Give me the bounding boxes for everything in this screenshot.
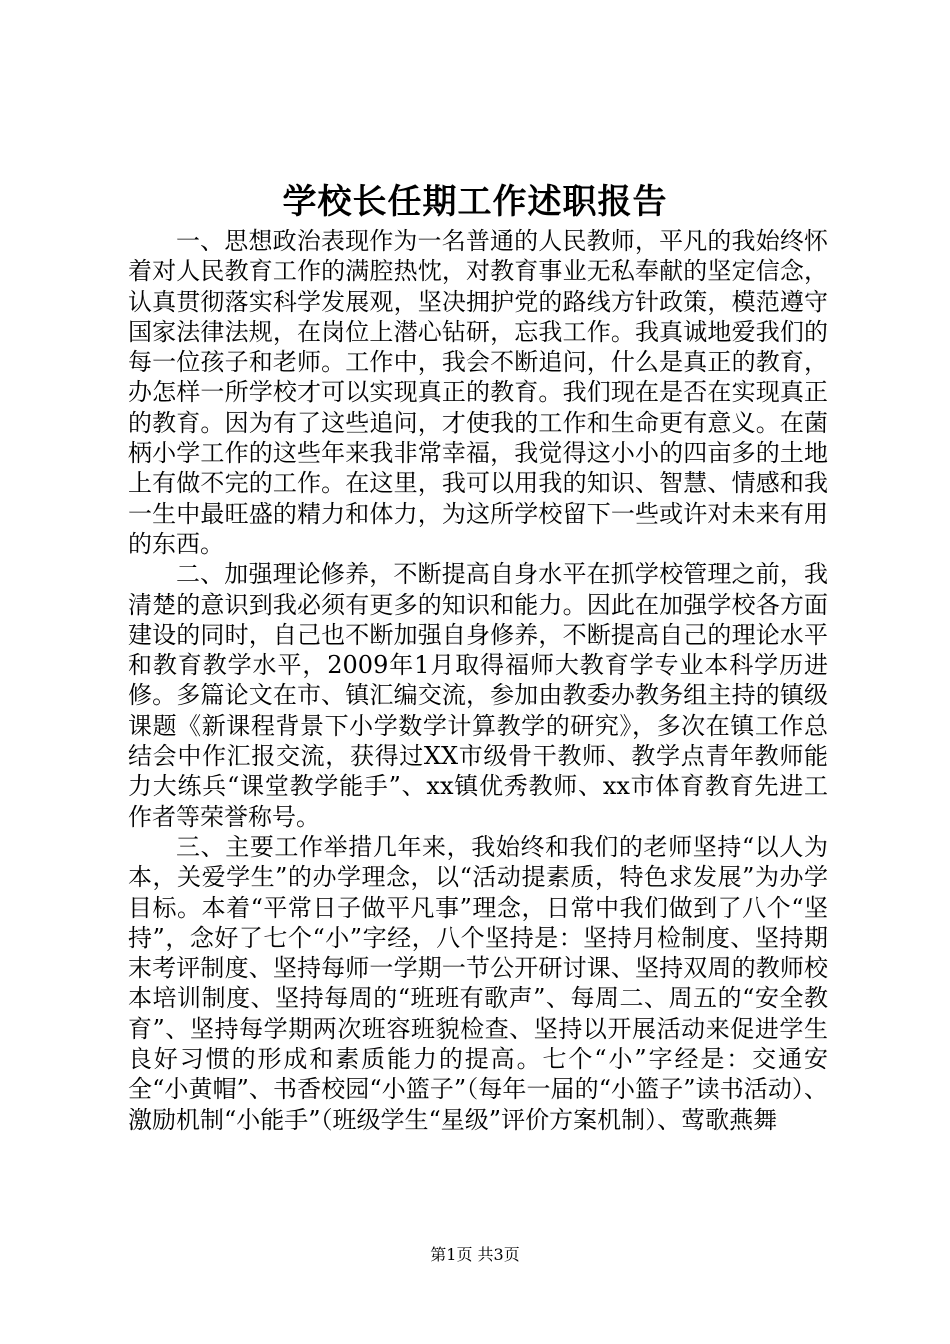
document-body	[128, 226, 828, 1135]
paragraph-main-measures: 三、主要工作举措几年来，我始终和我们的老师坚持“以人为本，关爱学生”的办学理念，以“活动提素质，特色求发展”为办学目标。本着“平常日子做平凡事”理念，日常中我们做到了八个“坚持”，念好了七个“小”字经，八个坚持是：坚持月检制度、坚持期末考评制度、坚持每师一学期一节公开研讨课、坚持双周的教师校本培训制度、坚持每周的“班班有歌声”、每周二、周五的“安全教育”、坚持每学期两次班容班貌检查、坚持以开展活动来促进学生良好习惯的形成和素质能力的提高。七个“小”字经是：交通安全“小黄帽”、书香校园“小篮子”（每年一届的“小篮子”读书活动）、激励机制“小能手”（班级学生“星级”评价方案机制）、莺歌燕舞	[128, 832, 828, 1134]
document-title: 学校长任期工作述职报告	[282, 182, 668, 222]
paragraph-theory-study: 二、加强理论修养，不断提高自身水平在抓学校管理之前，我清楚的意识到我必须有更多的知识和能力。因此在加强学校各方面建设的同时，自己也不断加强自身修养，不断提高自己的理论水平和教育教学水平，2009年1月取得福师大教育学专业本科学历进修。多篇论文在市、镇汇编交流，参加由教委办教务组主持的镇级课题《新课程背景下小学数学计算教学的研究》，多次在镇工作总结会中作汇报交流，获得过XX市级骨干教师、教学点青年教师能力大练兵“课堂教学能手”、xx镇优秀教师、xx市体育教育先进工作者等荣誉称号。	[128, 560, 828, 831]
paragraph-political-performance: 一、思想政治表现作为一名普通的人民教师，平凡的我始终怀着对人民教育工作的满腔热忱，对教育事业无私奉献的坚定信念，认真贯彻落实科学发展观，坚决拥护党的路线方针政策，模范遵守国家法律法规，在岗位上潜心钻研，忘我工作。我真诚地爱我们的每一位孩子和老师。工作中，我会不断追问，什么是真正的教育，办怎样一所学校才可以实现真正的教育。我们现在是否在实现真正的教育。因为有了这些追问，才使我的工作和生命更有意义。在菌柄小学工作的这些年来我非常幸福，我觉得这小小的四亩多的土地上有做不完的工作。在这里，我可以用我的知识、智慧、情感和我一生中最旺盛的精力和体力，为这所学校留下一些或许对未来有用的东西。	[128, 227, 828, 558]
page-number-footer: 第1页 共3页	[430, 1245, 520, 1264]
